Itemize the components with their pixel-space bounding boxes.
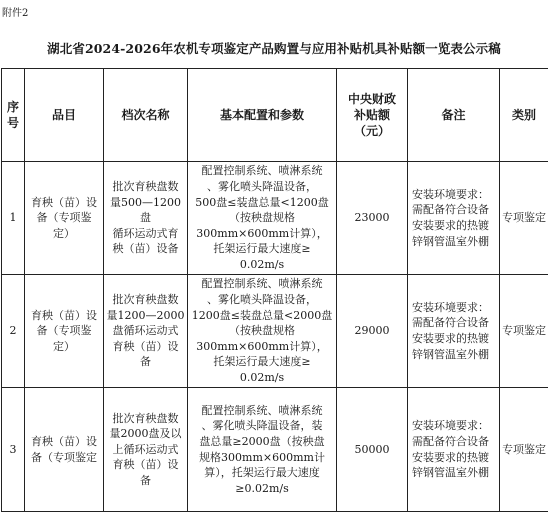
cell-grade: 批次育秧盘数 量2000盘及以 上循环运动式 育秧（苗）设 备 [104, 388, 188, 512]
cell-item: 育秧（苗）设 备（专项鉴 定） [25, 162, 104, 275]
header-item: 品目 [25, 69, 104, 162]
attachment-label: 附件2 [2, 4, 28, 19]
cell-note: 安装环境要求： 需配备符合设备 安装要求的热镀 锌钢管温室外棚 [408, 275, 500, 388]
cell-subsidy: 23000 [337, 162, 408, 275]
page-title: 湖北省2024-2026年农机专项鉴定产品购置与应用补贴机具补贴额一览表公示稿 [0, 39, 548, 57]
cell-note: 安装环境要求： 需配备符合设备 安装要求的热镀 锌钢管温室外棚 [408, 388, 500, 512]
header-subsidy: 中央财政 补贴额 （元） [337, 69, 408, 162]
header-category: 类别 [500, 69, 548, 162]
cell-item: 育秧（苗）设 备（专项鉴 定） [25, 275, 104, 388]
cell-subsidy: 50000 [337, 388, 408, 512]
cell-config: 配置控制系统、喷淋系统 、雾化喷头降温设备，装 盘总量≥2000盘（按秧盘 规格300mm×600mm计 算），托架运行最大速度 ≥0.02m/s [188, 388, 337, 512]
cell-subsidy: 29000 [337, 275, 408, 388]
cell-grade: 批次育秧盘数 量500—1200盘 循环运动式育 秧（苗）设备 [104, 162, 188, 275]
cell-item: 育秧（苗）设 备（专项鉴定 [25, 388, 104, 512]
table-row [2, 162, 548, 275]
header-grade: 档次名称 [104, 69, 188, 162]
cell-grade: 批次育秧盘数 量1200—2000 盘循环运动式 育秧（苗）设 备 [104, 275, 188, 388]
cell-category: 专项鉴定 [500, 162, 548, 275]
cell-seq: 3 [2, 388, 25, 512]
table-row [2, 388, 548, 512]
cell-seq: 2 [2, 275, 25, 388]
header-config: 基本配置和参数 [188, 69, 337, 162]
header-note: 备注 [408, 69, 500, 162]
header-seq: 序 号 [2, 69, 25, 162]
cell-config: 配置控制系统、喷淋系统 、雾化喷头降温设备， 500盘≤装盘总量<1200盘 （按秧盘规格 300mm×600mm计算）， 托架运行最大速度≥ 0.02m/s [188, 162, 337, 275]
subsidy-table [1, 68, 548, 512]
table-header-row [2, 69, 548, 162]
cell-note: 安装环境要求： 需配备符合设备 安装要求的热镀 锌钢管温室外棚 [408, 162, 500, 275]
table-row [2, 275, 548, 388]
cell-category: 专项鉴定 [500, 275, 548, 388]
cell-category: 专项鉴定 [500, 388, 548, 512]
cell-config: 配置控制系统、喷淋系统 、雾化喷头降温设备， 1200盘≤装盘总量<2000盘 （按秧盘规格 300mm×600mm计算）， 托架运行最大速度≥ 0.02m/s [188, 275, 337, 388]
cell-seq: 1 [2, 162, 25, 275]
